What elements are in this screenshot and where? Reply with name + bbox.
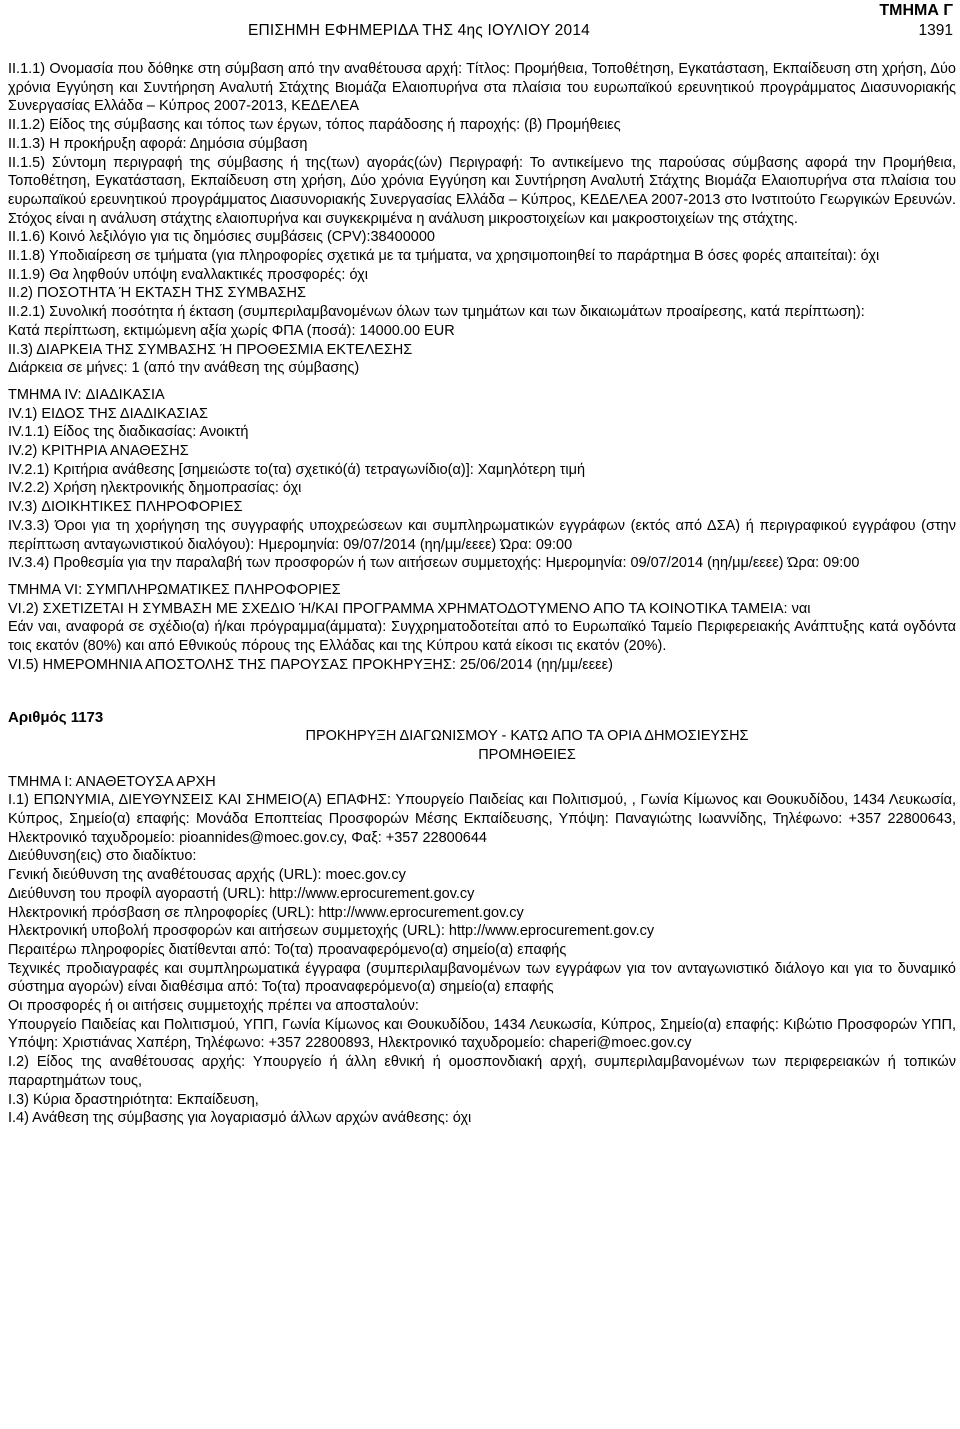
paragraph: ΙΙ.2) ΠΟΣΟΤΗΤΑ Ή ΕΚΤΑΣΗ ΤΗΣ ΣΥΜΒΑΣΗΣ <box>8 285 306 302</box>
paragraph: IV.1.1) Είδος της διαδικασίας: Ανοικτή <box>8 424 249 441</box>
paragraph: Διεύθυνση του προφίλ αγοραστή (URL): http://www.eprocurement.gov.cy <box>8 885 475 902</box>
paragraph: Περαιτέρω πληροφορίες διατίθενται από: Το(τα) προαναφερόμενο(α) σημείο(α) επαφής <box>8 941 567 958</box>
paragraph: ΤΜΗΜΑ VI: ΣΥΜΠΛΗΡΩΜΑΤΙΚΕΣ ΠΛΗΡΟΦΟΡΙΕΣ <box>8 581 341 598</box>
paragraph: ΙΙ.1.8) Υποδιαίρεση σε τμήματα (για πληροφορίες σχετικά με τα τμήματα, να χρησιμοποιηθεί το παράρτημα Β όσες φορές απαιτείται): όχι <box>8 248 880 265</box>
page-number: 1391 <box>918 22 953 39</box>
spacer <box>8 573 956 581</box>
spacer <box>8 675 956 709</box>
document-body <box>8 60 956 1128</box>
paragraph: ΙΙ.1.5) Σύντομη περιγραφή της σύμβασης ή της(των) αγοράς(ών) Περιγραφή: Το αντικείμενο της παρούσας σύμβασης αφορά την Προμήθεια, Τοποθέτηση, Εγκατάσταση, Εκπαίδευση στη χρήση, Δύο χρόνια Εγγύηση και Συντήρηση Αναλυτή Στάχτης Βιομάζα Ελαιοπυρήνα στα πλαίσια του ευρωπαϊκού ερευνητικού προγράμματος Διασυνοριακής Συνεργασίας Ελλάδα – Κύπρος, ΚΕΔΕΛΕΑ 2007-2013 στο Ινστιτούτο Γεωργικών Ερευνών. Στόχος είναι η ανάλυση στάχτης ελαιοπυρήνα και συγκεκριμένα η ανάλυση μικροστοιχείων και μακροστοιχείων της στάχτης. <box>8 154 956 227</box>
paragraph: Τεχνικές προδιαγραφές και συμπληρωματικά έγγραφα (συμπεριλαμβανομένων των εγγράφων για τον ανταγωνιστικό διάλογο και για το δυναμικό σύστημα αγορών) είναι διαθέσιμα από: Το(τα) προαναφερόμενο(α) σημείο(α) επαφής <box>8 960 956 996</box>
paragraph: Εάν ναι, αναφορά σε σχέδιο(α) ή/και πρόγραμμα(άμματα): Συγχρηματοδοτείται από το Ευρωπαϊκό Ταμείο Περιφερειακής Ανάπτυξης κατά ογδόντα τοις εκατόν (80%) και από Εθνικούς πόρους της Ελλάδας και της Κύπρου κατά είκοσι τις εκατόν (20%). <box>8 619 956 655</box>
paragraph: Ηλεκτρονική πρόσβαση σε πληροφορίες (URL): http://www.eprocurement.gov.cy <box>8 904 524 921</box>
paragraph: Ι.2) Είδος της αναθέτουσας αρχής: Υπουργείο ή άλλη εθνική ή ομοσπονδιακή αρχή, συμπεριλαμβανομένων των περιφερειακών ή τοπικών παραρτημάτων τους, <box>8 1054 956 1089</box>
notice-subtitle: ΠΡΟΜΗΘΕΙΕΣ <box>478 746 576 763</box>
paragraph: ΙΙ.2.1) Συνολική ποσότητα ή έκταση (συμπεριλαμβανομένων όλων των τμημάτων και των δικαιωμάτων προαίρεσης, κατά περίπτωση): <box>8 304 865 321</box>
paragraph: VI.5) ΗΜΕΡΟΜΗΝΙΑ ΑΠΟΣΤΟΛΗΣ ΤΗΣ ΠΑΡΟΥΣΑΣ ΠΡΟΚΗΡΥΞΗΣ: 25/06/2014 (ηη/μμ/εεεε) <box>8 656 613 673</box>
section-label: ΤΜΗΜΑ Γ <box>879 2 953 19</box>
paragraph: IV.2.1) Κριτήρια ανάθεσης [σημειώστε το(τα) σχετικό(ά) τετραγωνίδιο(α)]: Χαμηλότερη τιμή <box>8 461 586 478</box>
paragraph: Ηλεκτρονική υποβολή προσφορών και αιτήσεων συμμετοχής (URL): http://www.eprocurement.gov.cy <box>8 923 655 940</box>
paragraph: Ι.3) Κύρια δραστηριότητα: Εκπαίδευση, <box>8 1091 259 1108</box>
paragraph: Κατά περίπτωση, εκτιμώμενη αξία χωρίς ΦΠΑ (ποσά): 14000.00 EUR <box>8 322 455 339</box>
notice-title: ΠΡΟΚΗΡΥΞΗ ΔΙΑΓΩΝΙΣΜΟΥ - ΚΑΤΩ ΑΠΟ ΤΑ ΟΡΙΑ ΔΗΜΟΣΙΕΥΣΗΣ <box>305 728 749 745</box>
paragraph: Ι.4) Ανάθεση της σύμβασης για λογαριασμό άλλων αρχών ανάθεσης: όχι <box>8 1110 472 1127</box>
paragraph: ΙΙ.1.9) Θα ληφθούν υπόψη εναλλακτικές προσφορές: όχι <box>8 266 368 283</box>
paragraph: IV.3.3) Όροι για τη χορήγηση της συγγραφής υποχρεώσεων και συμπληρωματικών εγγράφων (εκτός από ΔΣΑ) ή περιγραφικού εγγράφου (στην περίπτωση ανταγωνιστικού διαλόγου): Ημερομηνία: 09/07/2014 (ηη/μμ/εεεε) Ώρα: 09:00 <box>8 517 956 553</box>
paragraph: Διάρκεια σε μήνες: 1 (από την ανάθεση της σύμβασης) <box>8 360 360 377</box>
paragraph: ΤΜΗΜΑ IV: ΔΙΑΔΙΚΑΣΙΑ <box>8 386 165 403</box>
paragraph: ΙΙ.1.3) Η προκήρυξη αφορά: Δημόσια σύμβαση <box>8 135 308 152</box>
paragraph: IV.2.2) Χρήση ηλεκτρονικής δημοπρασίας: όχι <box>8 480 302 497</box>
paragraph: Διεύθυνση(εις) στο διαδίκτυο: <box>8 848 197 865</box>
paragraph: IV.1) ΕΙΔΟΣ ΤΗΣ ΔΙΑΔΙΚΑΣΙΑΣ <box>8 405 208 422</box>
paragraph: VI.2) ΣΧΕΤΙΖΕΤΑΙ Η ΣΥΜΒΑΣΗ ΜΕ ΣΧΕΔΙΟ Ή/ΚΑΙ ΠΡΟΓΡΑΜΜΑ ΧΡΗΜΑΤΟΔΟΤΥΜΕΝΟ ΑΠΟ ΤΑ ΚΟΙΝΟΤΙΚΑ ΤΑΜΕΙΑ: ναι <box>8 600 811 617</box>
paragraph: Υπουργείο Παιδείας και Πολιτισμού, ΥΠΠ, Γωνία Κίμωνος και Θουκυδίδου, 1434 Λευκωσία, Κύπρος, Σημείο(α) επαφής: Κιβώτιο Προσφορών ΥΠΠ, Υπόψη: Χριστιάνας Χαπέρη, Τηλέφωνο: +357 22800893, Ηλεκτρονικό ταχυδρομείο: chaperi@moec.gov.cy <box>8 1016 956 1052</box>
paragraph: ΙΙ.1.2) Είδος της σύμβασης και τόπος των έργων, τόπος παράδοσης ή παροχής: (β) Προμήθειες <box>8 117 621 134</box>
paragraph: ΙΙ.1.6) Κοινό λεξιλόγιο για τις δημόσιες συμβάσεις (CPV):38400000 <box>8 229 435 246</box>
paragraph: ΙΙ.1.1) Ονομασία που δόθηκε στη σύμβαση από την αναθέτουσα αρχή: Τίτλος: Προμήθεια, Τοποθέτηση, Εγκατάσταση, Εκπαίδευση στη χρήση, Δύο χρόνια Εγγύηση και Συντήρηση Αναλυτή Στάχτης Βιομάζα Ελαιοπυρήνα στα πλαίσια του ευρωπαϊκού ερευνητικού προγράμματος Διασυνοριακής Συνεργασίας Ελλάδα – Κύπρος 2007-2013, ΚΕΔΕΛΕΑ <box>8 61 956 115</box>
paragraph: Οι προσφορές ή οι αιτήσεις συμμετοχής πρέπει να αποσταλούν: <box>8 998 419 1015</box>
notice-number: Αριθμός 1173 <box>8 708 104 726</box>
spacer <box>8 765 956 773</box>
gazette-title: ΕΠΙΣΗΜΗ ΕΦΗΜΕΡΙΔΑ ΤΗΣ 4ης ΙΟΥΛΙΟΥ 2014 <box>248 22 590 39</box>
paragraph: IV.2) ΚΡΙΤΗΡΙΑ ΑΝΑΘΕΣΗΣ <box>8 443 189 460</box>
paragraph: ΤΜΗΜΑ Ι: ΑΝΑΘΕΤΟΥΣΑ ΑΡΧΗ <box>8 773 216 790</box>
paragraph: IV.3) ΔΙΟΙΚΗΤΙΚΕΣ ΠΛΗΡΟΦΟΡΙΕΣ <box>8 499 243 516</box>
paragraph: IV.3.4) Προθεσμία για την παραλαβή των προσφορών ή των αιτήσεων συμμετοχής: Ημερομηνία: 09/07/2014 (ηη/μμ/εεεε) Ώρα: 09:00 <box>8 555 860 572</box>
spacer <box>8 378 956 386</box>
paragraph: ΙΙ.3) ΔΙΑΡΚΕΙΑ ΤΗΣ ΣΥΜΒΑΣΗΣ Ή ΠΡΟΘΕΣΜΙΑ ΕΚΤΕΛΕΣΗΣ <box>8 341 413 358</box>
paragraph: Γενική διεύθυνση της αναθέτουσας αρχής (URL): moec.gov.cy <box>8 867 406 884</box>
paragraph: Ι.1) ΕΠΩΝΥΜΙΑ, ΔΙΕΥΘΥΝΣΕΙΣ ΚΑΙ ΣΗΜΕΙΟ(Α) ΕΠΑΦΗΣ: Υπουργείο Παιδείας και Πολιτισμού, , Γωνία Κίμωνος και Θουκυδίδου, 1434 Λευκωσία, Κύπρος, Σημείο(α) επαφής: Μονάδα Εποπτείας Προσφορών Μέσης Εκπαίδευσης, Υπόψη: Παναγιώτης Ιωαννίδης, Τηλέφωνο: +357 22800643, Ηλεκτρονικό ταχυδρομείο: pioannides@moec.gov.cy, Φαξ: +357 22800644 <box>8 792 956 846</box>
